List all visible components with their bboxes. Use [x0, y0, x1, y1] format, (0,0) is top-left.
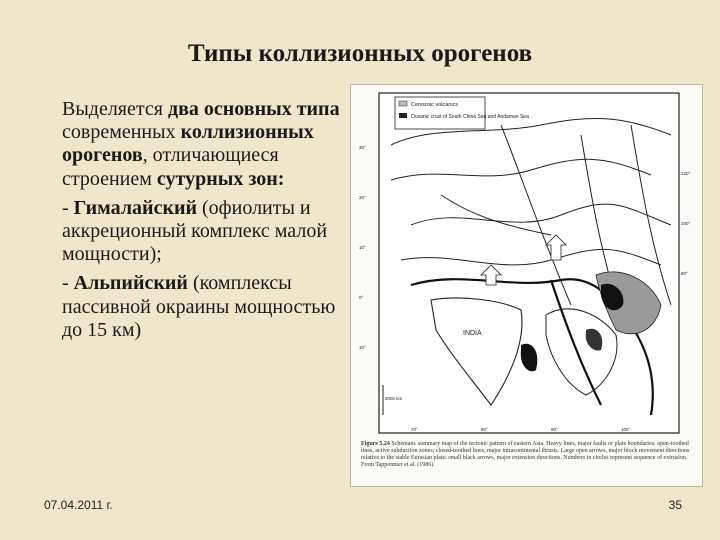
svg-text:80°: 80°: [481, 427, 488, 432]
intro-part2: современных: [62, 121, 181, 144]
item2-text: (комплексы пассивной окраины мощностью до 15 км): [62, 272, 336, 341]
svg-text:100°: 100°: [681, 221, 691, 226]
legend-volcanics: Cenozoic volcanics: [411, 102, 459, 108]
slide-title: Типы коллизионных орогенов: [187, 40, 533, 67]
caption-fig-number: Figure 5.24: [361, 441, 390, 447]
item1-bold: Гималайский: [73, 196, 198, 219]
figure-caption: [361, 441, 693, 469]
svg-text:70°: 70°: [411, 427, 418, 432]
intro-bold1: два основных типа: [167, 98, 340, 120]
footer-date: 07.04.2011 г.: [44, 498, 113, 512]
intro-bold2: коллизионных орогенов: [62, 121, 314, 167]
svg-text:10°: 10°: [359, 245, 366, 250]
intro-part3: , отличающиеся строением: [62, 144, 279, 190]
legend-oceanic: Oceanic crust of South China Sea and Andaman Sea: [411, 114, 529, 120]
svg-text:20°: 20°: [359, 195, 366, 200]
tectonic-map: [351, 85, 702, 435]
body-text: [44, 98, 344, 348]
svg-text:30°: 30°: [359, 145, 366, 150]
caption-text: Schematic summary map of the tectonic pattern of eastern Asia. Heavy lines, major faults or plate boundaries; open-toothed lines, active subduction zones; closed-toothed lines, major intracontinental thrusts. Large open arrows, major block movement directions relative to the stable Eurasian plate; small black arrows, major extension directions. Numbers in circles represent sequence of extrusion. From Tapponnier et al. (1986).: [361, 441, 690, 468]
tectonic-map-figure: [350, 84, 703, 487]
svg-text:120°: 120°: [681, 171, 691, 176]
list-item-alpine: [44, 272, 344, 342]
item1-prefix: -: [62, 196, 74, 219]
svg-text:80°: 80°: [681, 271, 688, 276]
item2-prefix: -: [62, 272, 74, 295]
svg-text:0°: 0°: [359, 295, 364, 300]
intro-part1: Выделяется: [62, 98, 168, 120]
svg-text:90°: 90°: [551, 427, 558, 432]
paragraph-intro: [44, 98, 344, 191]
item1-text: (офиолиты и аккреционный комплекс малой мощности);: [62, 196, 328, 266]
india-label: INDIA: [463, 330, 482, 337]
list-item-himalayan: [44, 197, 344, 267]
page-number: 35: [668, 498, 682, 512]
intro-bold3: сутурных зон:: [156, 167, 285, 190]
svg-text:10°: 10°: [359, 345, 366, 350]
item2-bold: Альпийский: [73, 272, 188, 295]
scale-label: 2000 km: [385, 396, 403, 401]
svg-text:100°: 100°: [621, 427, 631, 432]
